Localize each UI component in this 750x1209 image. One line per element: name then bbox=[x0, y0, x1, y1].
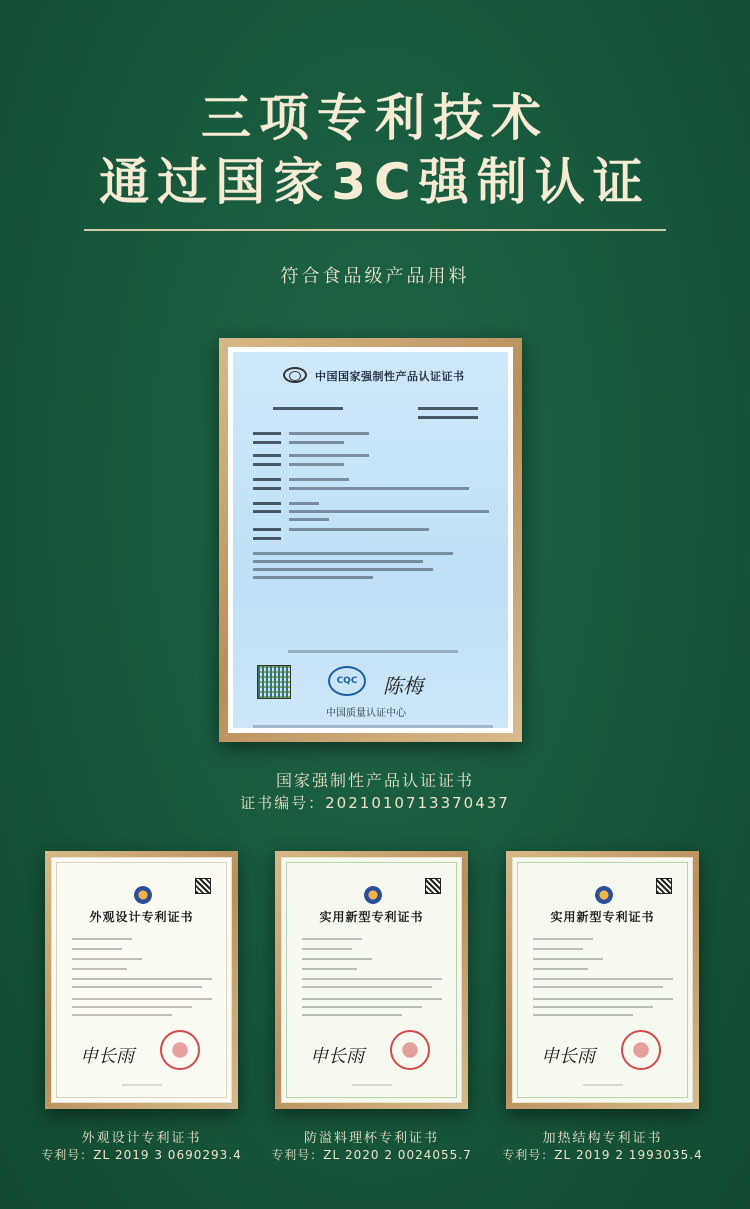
cnipa-emblem-icon bbox=[134, 886, 152, 904]
patent-title: 实用新型专利证书 bbox=[550, 910, 655, 924]
main-certificate-title: 中国国家强制性产品认证证书 bbox=[315, 370, 465, 383]
qr-code-icon bbox=[656, 878, 672, 894]
patent-3-caption: 加热结构专利证书 bbox=[542, 1131, 663, 1146]
signature: 申长雨 bbox=[80, 1046, 134, 1067]
patent-3-number: 专利号：ZL 2019 2 1993035.4 bbox=[502, 1148, 703, 1162]
divider bbox=[84, 229, 666, 231]
patent-certificate-3 bbox=[506, 851, 699, 1109]
subtitle: 符合食品级产品用料 bbox=[280, 266, 470, 287]
cqc-logo: CQC bbox=[328, 666, 366, 696]
signature: 陈梅 bbox=[383, 674, 423, 698]
patent-title: 外观设计专利证书 bbox=[89, 910, 194, 924]
main-certificate-number: 证书编号：2021010713370437 bbox=[240, 794, 510, 812]
main-certificate-caption: 国家强制性产品认证证书 bbox=[275, 771, 474, 790]
patent-title: 实用新型专利证书 bbox=[319, 910, 424, 924]
headline-line2: 通过国家3C强制认证 bbox=[99, 153, 651, 211]
issuer-name: 中国质量认证中心 bbox=[326, 708, 406, 719]
ccc-logo-icon bbox=[283, 367, 307, 383]
signature: 申长雨 bbox=[541, 1046, 595, 1067]
patent-1-caption: 外观设计专利证书 bbox=[81, 1131, 202, 1146]
main-certificate-frame bbox=[219, 338, 522, 742]
main-certificate bbox=[228, 347, 513, 733]
cnipa-emblem-icon bbox=[364, 886, 382, 904]
cnipa-emblem-icon bbox=[595, 886, 613, 904]
patent-2-caption: 防溢料理杯专利证书 bbox=[303, 1131, 439, 1146]
official-seal-icon bbox=[390, 1030, 430, 1070]
patent-certificate-1 bbox=[45, 851, 238, 1109]
qr-code-icon bbox=[425, 878, 441, 894]
patent-2-number: 专利号：ZL 2020 2 0024055.7 bbox=[271, 1148, 472, 1162]
official-seal-icon bbox=[160, 1030, 200, 1070]
official-seal-icon bbox=[621, 1030, 661, 1070]
patent-certificate-2 bbox=[275, 851, 468, 1109]
qr-code-icon bbox=[195, 878, 211, 894]
patent-1-number: 专利号：ZL 2019 3 0690293.4 bbox=[41, 1148, 242, 1162]
headline-line1: 三项专利技术 bbox=[201, 89, 549, 147]
signature: 申长雨 bbox=[310, 1046, 364, 1067]
qr-code-icon bbox=[257, 665, 291, 699]
